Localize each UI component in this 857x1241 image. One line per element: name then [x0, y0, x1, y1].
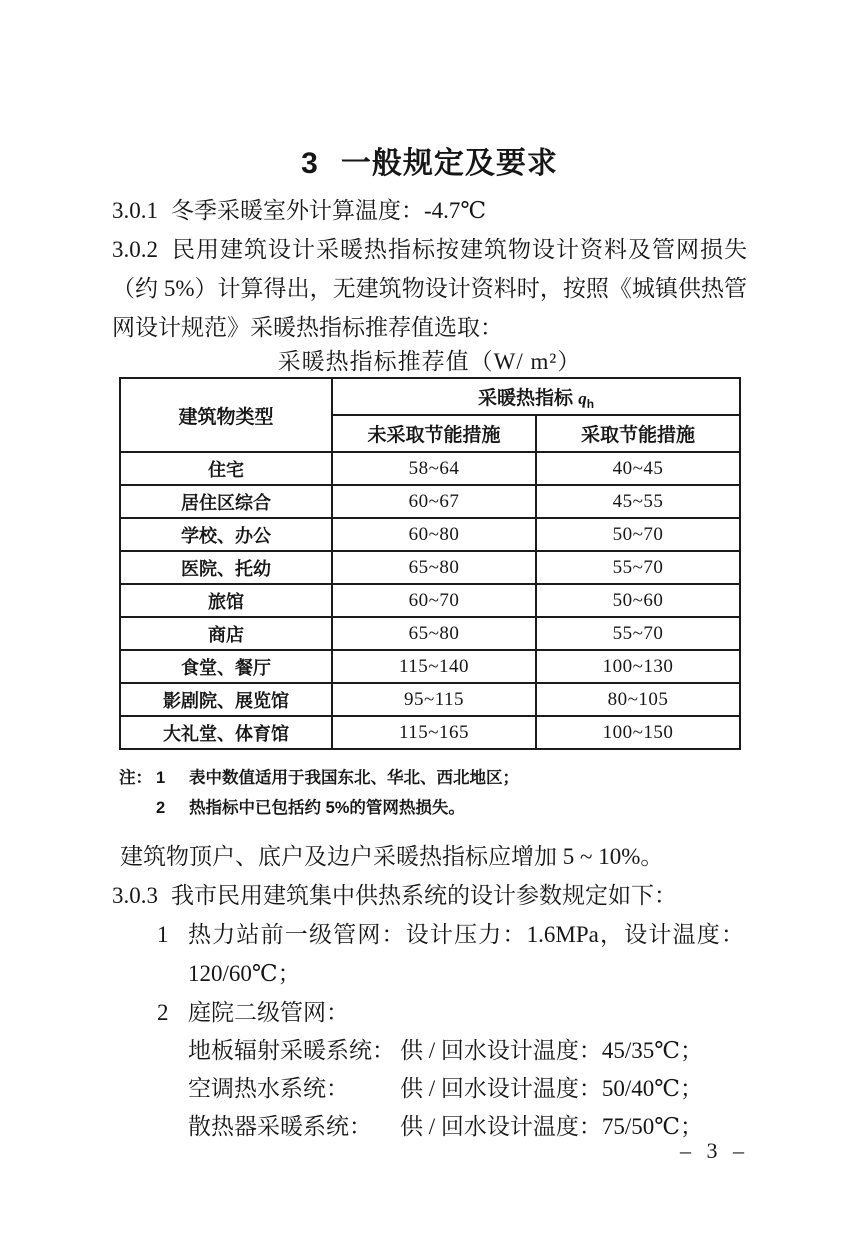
table-row	[120, 485, 740, 518]
table-row	[120, 584, 740, 617]
heat-index-symbol: q	[578, 388, 587, 408]
note-label: 注：	[119, 769, 152, 787]
no-energy-saving-cell: 65~80	[332, 551, 536, 584]
building-type-cell: 旅馆	[120, 584, 332, 617]
title-text: 一般规定及要求	[340, 147, 558, 180]
list-item-number: 2	[157, 1000, 169, 1025]
energy-saving-cell: 100~130	[536, 650, 740, 683]
system-value: 供 / 回水设计温度：50/40℃；	[400, 1076, 704, 1101]
header-no-energy-saving: 未采取节能措施	[332, 415, 536, 452]
energy-saving-cell: 55~70	[536, 617, 740, 650]
title-number: 3	[301, 147, 319, 180]
header-building-type: 建筑物类型	[120, 378, 332, 452]
table-row	[120, 683, 740, 716]
building-type-cell: 学校、办公	[120, 518, 332, 551]
list-item-number: 1	[157, 922, 169, 947]
system-value: 供 / 回水设计温度：45/35℃；	[400, 1038, 704, 1063]
table-row	[120, 551, 740, 584]
heat-index-subscript: h	[586, 396, 595, 411]
no-energy-saving-cell: 65~80	[332, 617, 536, 650]
document-title	[112, 146, 747, 182]
parameter-item-1	[112, 915, 747, 993]
no-energy-saving-cell: 95~115	[332, 683, 536, 716]
energy-saving-cell: 55~70	[536, 551, 740, 584]
list-item-text: 热力站前一级管网：设计压力：1.6MPa，设计温度：120/60℃；	[188, 922, 744, 986]
note-label-spacer	[119, 793, 156, 823]
energy-saving-cell: 100~150	[536, 716, 740, 749]
clause-3-0-3-label: 3.0.3	[112, 883, 158, 908]
system-name: 散热器采暖系统：	[188, 1114, 372, 1139]
heat-index-label: 采暖热指标	[477, 387, 579, 409]
energy-saving-cell: 50~60	[536, 584, 740, 617]
building-type-cell: 住宅	[120, 452, 332, 485]
system-row	[188, 1032, 747, 1070]
system-value: 供 / 回水设计温度：75/50℃；	[400, 1114, 704, 1139]
no-energy-saving-cell: 60~80	[332, 518, 536, 551]
building-type-cell: 商店	[120, 617, 332, 650]
energy-saving-cell: 40~45	[536, 452, 740, 485]
note-text: 热指标中已包括约 5%的管网热损失。	[189, 799, 465, 817]
clause-3-0-2	[112, 230, 747, 347]
system-row	[188, 1070, 747, 1108]
note-number: 2	[156, 799, 166, 817]
clause-3-0-1-label: 3.0.1	[112, 198, 158, 223]
no-energy-saving-cell: 60~70	[332, 584, 536, 617]
system-row	[188, 1108, 747, 1146]
header-energy-saving: 采取节能措施	[536, 415, 740, 452]
clause-3-0-1	[112, 191, 747, 230]
system-name: 空调热水系统：	[188, 1076, 349, 1101]
no-energy-saving-cell: 58~64	[332, 452, 536, 485]
table-notes	[119, 763, 747, 823]
no-energy-saving-cell: 60~67	[332, 485, 536, 518]
no-energy-saving-cell: 115~140	[332, 650, 536, 683]
no-energy-saving-cell: 115~165	[332, 716, 536, 749]
table-row	[120, 452, 740, 485]
page-number: – 3 –	[680, 1138, 749, 1163]
table-caption: 采暖热指标推荐值（W/ m²）	[277, 349, 582, 374]
clause-3-0-2-text: 民用建筑设计采暖热指标按建筑物设计资料及管网损失（约 5%）计算得出，无建筑物设计资料时，按照《城镇供热管网设计规范》采暖热指标推荐值选取：	[112, 237, 747, 340]
clause-3-0-2-label: 3.0.2	[112, 237, 158, 262]
building-type-cell: 居住区综合	[120, 485, 332, 518]
header-heat-index	[332, 378, 740, 415]
building-type-cell: 影剧院、展览馆	[120, 683, 332, 716]
energy-saving-cell: 80~105	[536, 683, 740, 716]
table-header-row-1	[120, 378, 740, 415]
list-item-text: 庭院二级管网：	[188, 1000, 349, 1025]
energy-saving-cell: 50~70	[536, 518, 740, 551]
building-type-cell: 食堂、餐厅	[120, 650, 332, 683]
building-type-cell: 医院、托幼	[120, 551, 332, 584]
clause-3-0-3	[112, 876, 747, 915]
table-row	[120, 518, 740, 551]
note-number: 1	[156, 769, 166, 787]
parameter-list	[112, 915, 747, 1146]
parameter-item-2	[112, 993, 747, 1032]
table-row	[120, 716, 740, 749]
heat-index-table	[119, 377, 741, 750]
note-item	[119, 793, 747, 823]
supplement-paragraph: 建筑物顶户、底户及边户采暖热指标应增加 5 ~ 10%。	[120, 844, 664, 869]
energy-saving-cell: 45~55	[536, 485, 740, 518]
clause-3-0-1-text: 冬季采暖室外计算温度：-4.7℃	[171, 198, 487, 223]
table-row	[120, 617, 740, 650]
note-text: 表中数值适用于我国东北、华北、西北地区；	[189, 769, 519, 787]
note-item	[119, 763, 747, 793]
table-row	[120, 650, 740, 683]
system-name: 地板辐射采暖系统：	[188, 1038, 395, 1063]
clause-3-0-3-text: 我市民用建筑集中供热系统的设计参数规定如下：	[171, 883, 677, 908]
building-type-cell: 大礼堂、体育馆	[120, 716, 332, 749]
